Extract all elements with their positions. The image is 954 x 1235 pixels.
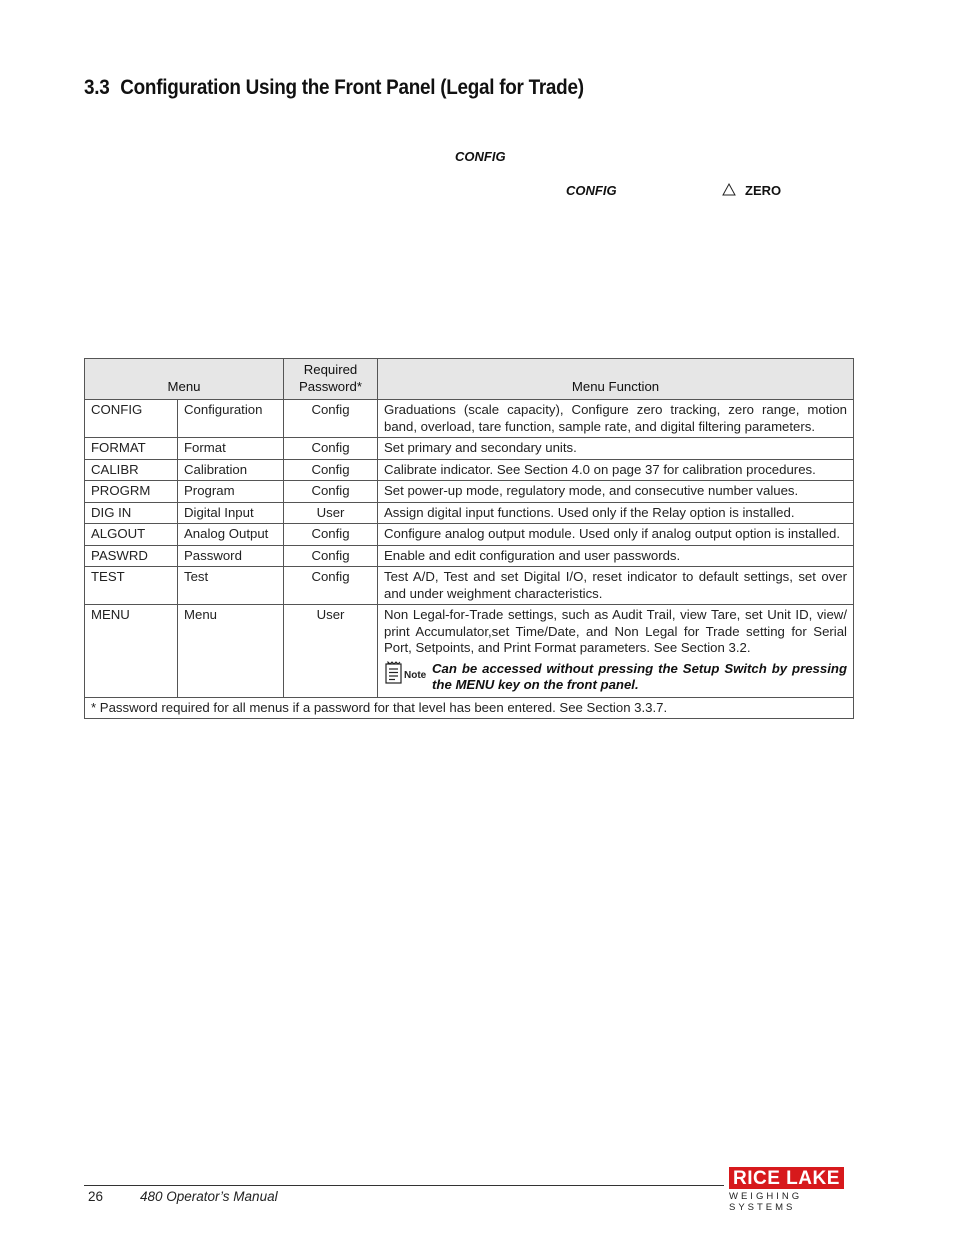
note-text: Can be accessed without pressing the Setup Switch by pressing the MENU key on the front panel. <box>432 660 847 692</box>
menu-name: Password <box>178 545 284 567</box>
menu-function: Non Legal-for-Trade settings, such as Audit Trail, view Tare, set Unit ID, view/ print Accumulator,set Time/Date, and Non Legal for Trade setting for Serial Port, Setpoints, and Print Format parameters. See Section 3.2. <box>384 607 847 655</box>
note-label: Note <box>404 669 427 681</box>
menu-password: User <box>284 605 378 698</box>
logo-wordmark: RICE LAKE <box>729 1167 844 1189</box>
table-row <box>85 400 854 438</box>
menu-code: TEST <box>85 567 178 605</box>
menu-password: Config <box>284 400 378 438</box>
menu-function: Set primary and secondary units. <box>378 438 854 460</box>
note-box <box>384 661 847 694</box>
menu-code: CONFIG <box>85 400 178 438</box>
page-number: 26 <box>88 1189 104 1204</box>
config-text-fragment: CONFIG <box>455 149 506 164</box>
menu-password: Config <box>284 545 378 567</box>
menu-name: Program <box>178 481 284 503</box>
menu-name: Analog Output <box>178 524 284 546</box>
table-row <box>85 502 854 524</box>
menu-function: Configure analog output module. Used only if analog output option is installed. <box>378 524 854 546</box>
menu-name: Format <box>178 438 284 460</box>
logo-tagline: WEIGHING SYSTEMS <box>729 1191 803 1213</box>
config-text-fragment: CONFIG <box>566 183 617 198</box>
table-row <box>85 438 854 460</box>
footer-rule <box>84 1185 724 1186</box>
header-menu: Menu <box>85 359 284 400</box>
menu-password: Config <box>284 459 378 481</box>
menu-name: Calibration <box>178 459 284 481</box>
zero-key-text: ZERO <box>745 183 782 198</box>
menu-function: Assign digital input functions. Used only if the Relay option is installed. <box>378 502 854 524</box>
menu-code: CALIBR <box>85 459 178 481</box>
menu-name: Menu <box>178 605 284 698</box>
menu-function: Set power-up mode, regulatory mode, and consecutive number values. <box>378 481 854 503</box>
menu-code: ALGOUT <box>85 524 178 546</box>
table-row <box>85 481 854 503</box>
menu-function: Graduations (scale capacity), Configure zero tracking, zero range, motion band, overload, tare function, sample rate, and digital filtering parameters. <box>378 400 854 438</box>
menu-code: DIG IN <box>85 502 178 524</box>
menu-code: MENU <box>85 605 178 698</box>
menu-password: Config <box>284 567 378 605</box>
menu-function: Test A/D, Test and set Digital I/O, reset indicator to default settings, set over and under weighment characteristics. <box>378 567 854 605</box>
menu-code: PROGRM <box>85 481 178 503</box>
table-row <box>85 605 854 698</box>
table-row <box>85 567 854 605</box>
triangle-up-icon <box>722 182 736 196</box>
menu-password: Config <box>284 438 378 460</box>
menu-table <box>84 358 854 719</box>
footnote-row <box>85 697 854 719</box>
section-heading <box>84 76 584 100</box>
table-row <box>85 524 854 546</box>
menu-name: Configuration <box>178 400 284 438</box>
menu-code: FORMAT <box>85 438 178 460</box>
menu-function: Calibrate indicator. See Section 4.0 on page 37 for calibration procedures. <box>378 459 854 481</box>
note-icon <box>384 661 432 687</box>
menu-password: Config <box>284 524 378 546</box>
rice-lake-logo <box>729 1167 869 1213</box>
menu-name: Digital Input <box>178 502 284 524</box>
manual-title: 480 Operator’s Manual <box>140 1189 278 1204</box>
menu-password: User <box>284 502 378 524</box>
table-footnote: * Password required for all menus if a password for that level has been entered. See Section 3.3.7. <box>85 697 854 719</box>
section-number: 3.3 <box>84 76 110 99</box>
menu-name: Test <box>178 567 284 605</box>
table-row <box>85 545 854 567</box>
menu-function: Enable and edit configuration and user passwords. <box>378 545 854 567</box>
header-function: Menu Function <box>378 359 854 400</box>
menu-password: Config <box>284 481 378 503</box>
menu-code: PASWRD <box>85 545 178 567</box>
header-password: Required Password* <box>284 359 378 400</box>
table-row <box>85 459 854 481</box>
section-title: Configuration Using the Front Panel (Legal for Trade) <box>120 76 584 99</box>
menu-function-cell <box>378 605 854 698</box>
notepad-icon <box>384 661 404 685</box>
